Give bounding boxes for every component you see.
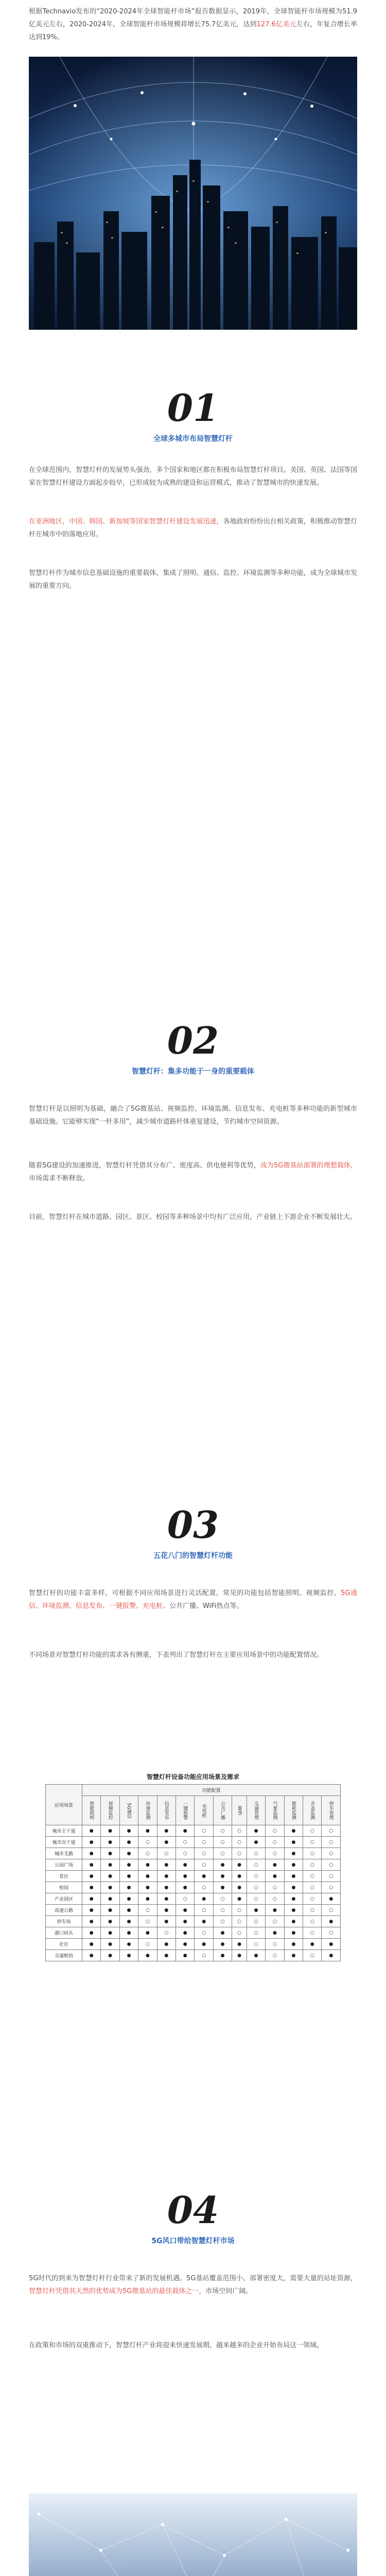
table-cell: ● — [82, 1871, 101, 1882]
table-cell: ● — [176, 1905, 195, 1916]
table-cell: ● — [247, 1825, 265, 1837]
table-row-label: 社区 — [46, 1939, 82, 1950]
section-number: 03 — [0, 1504, 386, 1546]
table-cell: ○ — [322, 1837, 341, 1848]
table-cell: ● — [157, 1837, 176, 1848]
table-cell: ○ — [195, 1950, 213, 1961]
section-paragraph: 随着5G建设的加速推进，智慧灯杆凭借其分布广、密度高、供电便利等优势，成为5G微基站部署的理想载体，市场需求不断释放。 — [29, 1162, 357, 1182]
table-cell: ○ — [266, 1848, 284, 1859]
table-cell: ○ — [247, 1893, 265, 1905]
table-cell: ● — [119, 1950, 138, 1961]
table-column-header: 能耗监测 — [284, 1796, 303, 1825]
section-paragraph: 在政策和市场的双重推动下，智慧灯杆产业将迎来快速发展期，越来越多的企业开始布局这一领域。 — [29, 2342, 324, 2349]
table-cell: ○ — [176, 1837, 195, 1848]
table-cell: ● — [157, 1882, 176, 1893]
table-column-header: 停车管理 — [322, 1796, 341, 1825]
section-paragraph: 不同场景对智慧灯杆功能的需求各有侧重，下表列出了智慧灯杆在主要应用场景中的功能配置情况。 — [29, 1651, 324, 1659]
table-cell: ○ — [303, 1916, 322, 1927]
table-cell: ○ — [322, 1871, 341, 1882]
table-cell: ○ — [303, 1871, 322, 1882]
table-cell: ● — [247, 1950, 265, 1961]
table-cell: ● — [157, 1950, 176, 1961]
table-cell: ● — [138, 1882, 157, 1893]
table-cell: ○ — [303, 1927, 322, 1939]
table-cell: ● — [284, 1950, 303, 1961]
table-cell: ● — [213, 1927, 232, 1939]
table-cell: ○ — [266, 1893, 284, 1905]
table-cell: ● — [138, 1927, 157, 1939]
table-cell: ○ — [322, 1905, 341, 1916]
table-row — [46, 1950, 341, 1961]
section-title: 智慧灯杆：集多功能于一身的重要载体 — [132, 1067, 254, 1076]
table-cell: ○ — [303, 1893, 322, 1905]
table-cell: ● — [82, 1893, 101, 1905]
table-cell: ● — [138, 1825, 157, 1837]
table-cell: ● — [176, 1882, 195, 1893]
table-cell: ● — [119, 1871, 138, 1882]
table-cell: ● — [157, 1825, 176, 1837]
table-row-label: 产业园区 — [46, 1893, 82, 1905]
table-cell: ● — [138, 1859, 157, 1871]
table-cell: ○ — [247, 1848, 265, 1859]
table-cell: ○ — [232, 1825, 247, 1837]
table-column-header: 交通管理 — [247, 1796, 265, 1825]
table-row — [46, 1859, 341, 1871]
table-row-header: 应用场景 — [46, 1785, 82, 1825]
table-cell: ● — [82, 1950, 101, 1961]
table-cell: ○ — [195, 1837, 213, 1848]
table-cell: ● — [232, 1871, 247, 1882]
section-paragraph: 5G时代的到来为智慧灯杆行业带来了新的发展机遇。5G基站覆盖范围小、部署密度大，需要大量的站址资源，智慧灯杆凭借其天然的优势成为5G微基站的最佳载体之一，市场空间广阔。 — [29, 2275, 357, 2295]
table-cell: ○ — [195, 1848, 213, 1859]
table-cell: ● — [284, 1837, 303, 1848]
table-cell: ● — [157, 1916, 176, 1927]
table-cell: ○ — [138, 1939, 157, 1950]
table-row-label: 停车场 — [46, 1916, 82, 1927]
table-cell: ● — [157, 1939, 176, 1950]
section-paragraph: 智慧灯杆的功能丰富多样，可根据不同应用场景进行灵活配置。常见的功能包括智能照明、视频监控、5G通信、环境监测、信息发布、一键报警、充电桩、公共广播、WiFi热点等。 — [29, 1589, 357, 1610]
table-row-label: 校园 — [46, 1882, 82, 1893]
table-cell: ● — [303, 1939, 322, 1950]
table-cell: ○ — [303, 1825, 322, 1837]
table-cell: ● — [119, 1905, 138, 1916]
table-cell: ● — [119, 1893, 138, 1905]
table-cell: ● — [138, 1950, 157, 1961]
section-paragraph: 智慧灯杆作为城市信息基础设施的重要载体，集成了照明、通信、监控、环境监测等多种功能，成为全球城市发展的重要方向。 — [29, 569, 357, 590]
table-cell: ○ — [195, 1927, 213, 1939]
table-cell: ○ — [232, 1916, 247, 1927]
table-cell: ● — [176, 1859, 195, 1871]
table-cell: ● — [157, 1893, 176, 1905]
table-cell: ● — [213, 1950, 232, 1961]
table-cell: ● — [213, 1939, 232, 1950]
section-paragraph: 在全球范围内，智慧灯杆的发展势头强劲，多个国家和地区都在积极布局智慧灯杆项目。美国、英国、法国等国家在智慧灯杆建设方面起步较早，已形成较为成熟的建设和运营模式，推动了智慧城市的快速发展。 — [29, 466, 357, 487]
table-cell: ○ — [176, 1848, 195, 1859]
table-cell: ● — [101, 1905, 119, 1916]
table-cell: ○ — [232, 1837, 247, 1848]
section-number: 02 — [0, 1020, 386, 1061]
table-cell: ○ — [232, 1848, 247, 1859]
table-column-header: 5G通信 — [119, 1796, 138, 1825]
table-cell: ○ — [303, 1859, 322, 1871]
table-cell: ● — [284, 1848, 303, 1859]
table-cell: ● — [284, 1825, 303, 1837]
table-cell: ● — [176, 1871, 195, 1882]
table-cell: ○ — [213, 1893, 232, 1905]
table-cell: ○ — [138, 1848, 157, 1859]
table-column-header: 信息发布 — [157, 1796, 176, 1825]
table-cell: ● — [157, 1871, 176, 1882]
table-cell: ● — [284, 1871, 303, 1882]
table-cell: ● — [284, 1939, 303, 1950]
table-group-header: 功能配置 — [82, 1785, 341, 1796]
table-cell: ○ — [322, 1882, 341, 1893]
table-cell: ● — [176, 1927, 195, 1939]
table-cell: ● — [101, 1871, 119, 1882]
table-cell: ○ — [247, 1882, 265, 1893]
table-row — [46, 1905, 341, 1916]
table-cell: ○ — [213, 1916, 232, 1927]
table-column-header: 气象监测 — [266, 1796, 284, 1825]
table-cell: ● — [119, 1939, 138, 1950]
table-cell: ● — [101, 1916, 119, 1927]
table-column-header: WiFi — [232, 1796, 247, 1825]
table-cell: ● — [138, 1871, 157, 1882]
table-cell: ● — [232, 1950, 247, 1961]
table-cell: ● — [82, 1825, 101, 1837]
table-cell: ● — [82, 1882, 101, 1893]
table-column-header: 环境监测 — [138, 1796, 157, 1825]
table-cell: ● — [119, 1837, 138, 1848]
table-cell: ● — [322, 1893, 341, 1905]
section-paragraph: 在亚洲地区，中国、韩国、新加坡等国家智慧灯杆建设发展迅速，各地政府纷纷出台相关政策，积极推动智慧灯杆在城市中的落地应用。 — [29, 518, 357, 538]
table-cell: ○ — [232, 1927, 247, 1939]
table-cell: ○ — [138, 1837, 157, 1848]
table-cell: ○ — [213, 1905, 232, 1916]
table-cell: ○ — [322, 1848, 341, 1859]
table-cell: ○ — [266, 1882, 284, 1893]
table-cell: ● — [232, 1893, 247, 1905]
table-cell: ○ — [247, 1859, 265, 1871]
table-cell: ● — [266, 1859, 284, 1871]
table-row — [46, 1871, 341, 1882]
table-cell: ● — [266, 1927, 284, 1939]
table-cell: ○ — [213, 1837, 232, 1848]
table-cell: ○ — [176, 1893, 195, 1905]
table-row — [46, 1882, 341, 1893]
table-column-header: 公共广播 — [213, 1796, 232, 1825]
section-title: 五花八门的智慧灯杆功能 — [153, 1552, 233, 1560]
table-column-header: 充电桩 — [195, 1796, 213, 1825]
table-cell: ● — [284, 1893, 303, 1905]
table-cell: ● — [195, 1916, 213, 1927]
city-skyline-network-image — [29, 2494, 357, 2576]
table-row-label: 城市主干道 — [46, 1825, 82, 1837]
table-cell: ● — [119, 1882, 138, 1893]
table-row — [46, 1927, 341, 1939]
table-cell: ○ — [322, 1927, 341, 1939]
table-cell: ● — [101, 1927, 119, 1939]
table-cell: ● — [266, 1905, 284, 1916]
table-cell: ○ — [213, 1848, 232, 1859]
table-cell: ○ — [157, 1927, 176, 1939]
table-cell: ● — [322, 1916, 341, 1927]
table — [45, 1784, 341, 1961]
table-cell: ● — [157, 1859, 176, 1871]
table-cell: ○ — [138, 1916, 157, 1927]
table-cell: ● — [82, 1905, 101, 1916]
table-cell: ● — [247, 1837, 265, 1848]
section-number: 01 — [0, 387, 386, 429]
table-cell: ○ — [213, 1825, 232, 1837]
table-cell: ○ — [303, 1837, 322, 1848]
table-cell: ● — [232, 1939, 247, 1950]
table-cell: ○ — [266, 1939, 284, 1950]
table-cell: ○ — [138, 1905, 157, 1916]
table-row — [46, 1848, 341, 1859]
table-cell: ● — [119, 1859, 138, 1871]
table-cell: ○ — [247, 1916, 265, 1927]
table-column-header: 井盖监测 — [303, 1796, 322, 1825]
section-paragraph: 智慧灯杆是以照明为基础，融合了5G微基站、视频监控、环境监测、信息发布、充电桩等多种功能的新型城市基础设施。它能够实现“一杆多用”，减少城市道路杆体重复建设，节约城市空间资源。 — [29, 1105, 357, 1126]
table-cell: ● — [176, 1950, 195, 1961]
table-cell: ● — [232, 1882, 247, 1893]
table-cell: ● — [119, 1916, 138, 1927]
table-cell: ○ — [266, 1825, 284, 1837]
table-cell: ○ — [195, 1859, 213, 1871]
table-cell: ● — [195, 1939, 213, 1950]
table-cell: ● — [176, 1939, 195, 1950]
table-cell: ○ — [303, 1950, 322, 1961]
table-cell: ○ — [247, 1927, 265, 1939]
table-cell: ● — [138, 1893, 157, 1905]
table-row — [46, 1893, 341, 1905]
table-cell: ○ — [232, 1905, 247, 1916]
table-cell: ○ — [195, 1882, 213, 1893]
intro-paragraph: 根据Technavio发布的“2020-2024年全球智能杆市场”报告数据显示，2019年，全球智能杆市场规模为51.9亿美元左右，2020-2024年，全球智能杆市场规模将增长75.7亿美元，达到127.6亿美元左右，年复合增长率达到19%。 — [29, 8, 357, 41]
table-cell: ● — [284, 1927, 303, 1939]
table-column-header: 视频监控 — [101, 1796, 119, 1825]
table-cell: ○ — [157, 1848, 176, 1859]
table-cell: ○ — [303, 1882, 322, 1893]
table-cell: ● — [266, 1871, 284, 1882]
table-cell: ● — [101, 1939, 119, 1950]
table-column-header: 智能照明 — [82, 1796, 101, 1825]
table-cell: ● — [176, 1825, 195, 1837]
table-cell: ○ — [195, 1825, 213, 1837]
table-cell: ● — [101, 1882, 119, 1893]
table-row-label: 高速公路 — [46, 1905, 82, 1916]
table-row — [46, 1837, 341, 1848]
table-cell: ● — [284, 1882, 303, 1893]
table-cell: ○ — [266, 1916, 284, 1927]
table-cell: ● — [195, 1871, 213, 1882]
table-row-label: 城市支路 — [46, 1848, 82, 1859]
table-cell: ● — [284, 1916, 303, 1927]
table-cell: ○ — [266, 1950, 284, 1961]
table-cell: ● — [322, 1939, 341, 1950]
table-cell: ● — [82, 1916, 101, 1927]
section-title: 5G风口带给智慧灯杆市场 — [151, 2237, 235, 2245]
table-row-label: 港口码头 — [46, 1927, 82, 1939]
table-cell: ● — [322, 1950, 341, 1961]
section-title: 全球多城市布局智慧灯杆 — [153, 435, 233, 443]
table-cell: ● — [101, 1893, 119, 1905]
table-cell: ● — [101, 1825, 119, 1837]
table-row-label: 城市次干道 — [46, 1837, 82, 1848]
table-row — [46, 1825, 341, 1837]
hero-city-network-image — [29, 57, 357, 330]
table-cell: ○ — [303, 1905, 322, 1916]
table-column-header: 一键报警 — [176, 1796, 195, 1825]
table-cell: ○ — [247, 1939, 265, 1950]
function-table — [45, 1772, 341, 1961]
table-cell: ● — [176, 1916, 195, 1927]
table-cell: ● — [213, 1882, 232, 1893]
table-cell: ○ — [322, 1825, 341, 1837]
table-cell: ● — [157, 1905, 176, 1916]
table-cell: ● — [232, 1859, 247, 1871]
table-row-label: 交通枢纽 — [46, 1950, 82, 1961]
table-cell: ● — [82, 1927, 101, 1939]
section-number: 04 — [0, 2190, 386, 2231]
table-cell: ● — [82, 1837, 101, 1848]
table-title: 智慧灯杆设备功能应用场景及需求 — [146, 1773, 239, 1781]
table-cell: ● — [82, 1939, 101, 1950]
table-cell: ● — [284, 1859, 303, 1871]
table-cell: ○ — [266, 1837, 284, 1848]
table-cell: ● — [284, 1905, 303, 1916]
section-paragraph: 目前，智慧灯杆在城市道路、园区、景区、校园等多种场景中均有广泛应用，产业链上下游企业不断发展壮大。 — [29, 1213, 357, 1221]
table-row — [46, 1939, 341, 1950]
table-cell: ● — [101, 1859, 119, 1871]
table-cell: ○ — [322, 1859, 341, 1871]
table-cell: ● — [101, 1950, 119, 1961]
table-cell: ● — [195, 1893, 213, 1905]
table-row — [46, 1916, 341, 1927]
table-cell: ● — [82, 1848, 101, 1859]
table-cell: ● — [247, 1905, 265, 1916]
table-cell: ● — [213, 1871, 232, 1882]
table-cell: ● — [119, 1825, 138, 1837]
table-row-label: 公园广场 — [46, 1859, 82, 1871]
table-cell: ○ — [247, 1871, 265, 1882]
table-row-label: 景区 — [46, 1871, 82, 1882]
table-cell: ● — [119, 1927, 138, 1939]
table-cell: ● — [213, 1859, 232, 1871]
table-cell: ○ — [303, 1848, 322, 1859]
table-cell: ● — [101, 1837, 119, 1848]
table-cell: ● — [101, 1848, 119, 1859]
table-cell: ● — [119, 1848, 138, 1859]
table-cell: ○ — [195, 1905, 213, 1916]
table-cell: ● — [82, 1859, 101, 1871]
